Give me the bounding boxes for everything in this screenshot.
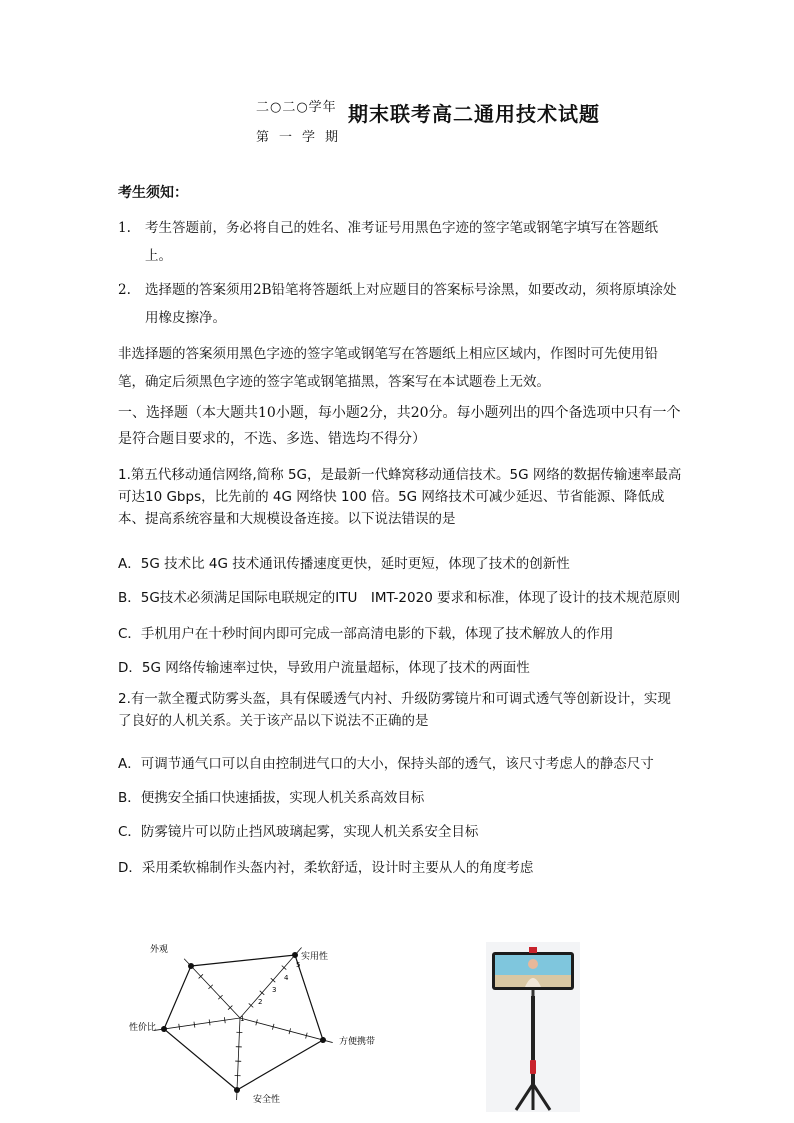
- person-head: [528, 959, 538, 969]
- radar-tick: [179, 1024, 180, 1030]
- exam-header: [256, 92, 656, 142]
- scale-label: 1: [240, 1015, 245, 1023]
- scale-label: 4: [284, 974, 289, 982]
- remote-button: [530, 1060, 536, 1074]
- axis-label-appearance: 外观: [150, 945, 169, 955]
- notice-item-number: 1.: [118, 220, 131, 236]
- notice-item-text: 考生答题前，务必将自己的姓名、准考证号用黑色字迹的签字笔或钢笔字填写在答题纸上。: [145, 220, 658, 264]
- semester: 第一学期: [256, 130, 349, 142]
- notice-item: [118, 214, 684, 270]
- page-title: 期末联考高二通用技术试题: [348, 102, 600, 126]
- radar-tick: [224, 1017, 225, 1023]
- axis-label-safety: 安全性: [253, 1095, 281, 1105]
- question-option: A．5G 技术比 4G 技术通讯传播速度更快，延时更短，体现了技术的创新性: [118, 556, 570, 572]
- question-option: C．手机用户在十秒时间内即可完成一部高清电影的下载，体现了技术解放人的作用: [118, 626, 614, 642]
- notice-title: 考生须知：: [118, 185, 188, 201]
- axis-label-cost-performance: 性价比: [129, 1023, 157, 1033]
- radar-point-practicality: [292, 952, 298, 958]
- notice-item: [118, 276, 684, 332]
- radar-point-cost-performance: [161, 1026, 167, 1032]
- radar-axis-portability: [240, 1018, 333, 1043]
- radar-axis-cost-performance: [154, 1018, 240, 1030]
- section-title: 一、选择题（本大题共10小题，每小题2分，共20分。每小题列出的四个备选项中只有一个是符合题目要求的，不选、多选、错选均不得分）: [118, 405, 681, 447]
- question-option: D．5G 网络传输速率过快，导致用户流量超标，体现了技术的两面性: [118, 660, 530, 676]
- selfie-stick-tripod-icon: [486, 942, 580, 1112]
- question-option: A．可调节通气口可以自由控制进气口的大小，保持头部的透气，该尺寸考虑人的静态尺寸: [118, 756, 654, 772]
- notice-item-text: 选择题的答案须用2B铅笔将答题纸上对应题目的答案标号涂黑，如要改动，须将原填涂处用橡皮擦净。: [145, 282, 677, 326]
- radar-point-safety: [234, 1087, 240, 1093]
- scale-label: 3: [272, 986, 277, 994]
- radar-tick: [194, 1022, 195, 1028]
- notice-note: 非选择题的答案须用黑色字迹的签字笔或钢笔写在答题纸上相应区域内，作图时可先使用铅笔，确定后须黑色字迹的签字笔或钢笔描黑，答案写在本试题卷上无效。: [118, 346, 658, 390]
- radar-point-portability: [320, 1037, 326, 1043]
- radar-point-appearance: [188, 963, 194, 969]
- scale-label: 2: [258, 998, 263, 1006]
- scale-label: 5: [296, 961, 301, 969]
- radar-tick: [209, 1019, 210, 1025]
- axis-label-portability: 方便携带: [339, 1037, 376, 1047]
- axis-label-practicality: 实用性: [301, 952, 329, 962]
- question-option: B．便携安全插口快速插拔，实现人机关系高效目标: [118, 790, 425, 806]
- question-stem: 1.第五代移动通信网络,简称 5G，是最新一代蜂窝移动通信技术。5G 网络的数据传输速率最高可达10 Gbps，比先前的 4G 网络快 100 倍。5G 网络技术可减少延迟、节省能源、降低成本、提高系统容量和大规模设备连接。以下说法错误的是: [118, 467, 682, 527]
- question-option: D．采用柔软棉制作头盔内衬，柔软舒适，设计时主要从人的角度考虑: [118, 860, 534, 876]
- notice-item-number: 2.: [118, 282, 131, 298]
- question-stem: 2.有一款全覆式防雾头盔，具有保暖透气内衬、升级防雾镜片和可调式透气等创新设计，实现了良好的人机关系。关于该产品以下说法不正确的是: [118, 691, 671, 729]
- school-year: 二○二○学年: [256, 100, 337, 115]
- question-option: B．5G技术必须满足国际电联规定的ITU IMT-2020 要求和标准，体现了设计的技术规范原则: [118, 590, 681, 606]
- question-option: C．防雾镜片可以防止挡风玻璃起雾，实现人机关系安全目标: [118, 824, 479, 840]
- radar-chart: [125, 935, 405, 1110]
- phone-clamp: [529, 947, 537, 953]
